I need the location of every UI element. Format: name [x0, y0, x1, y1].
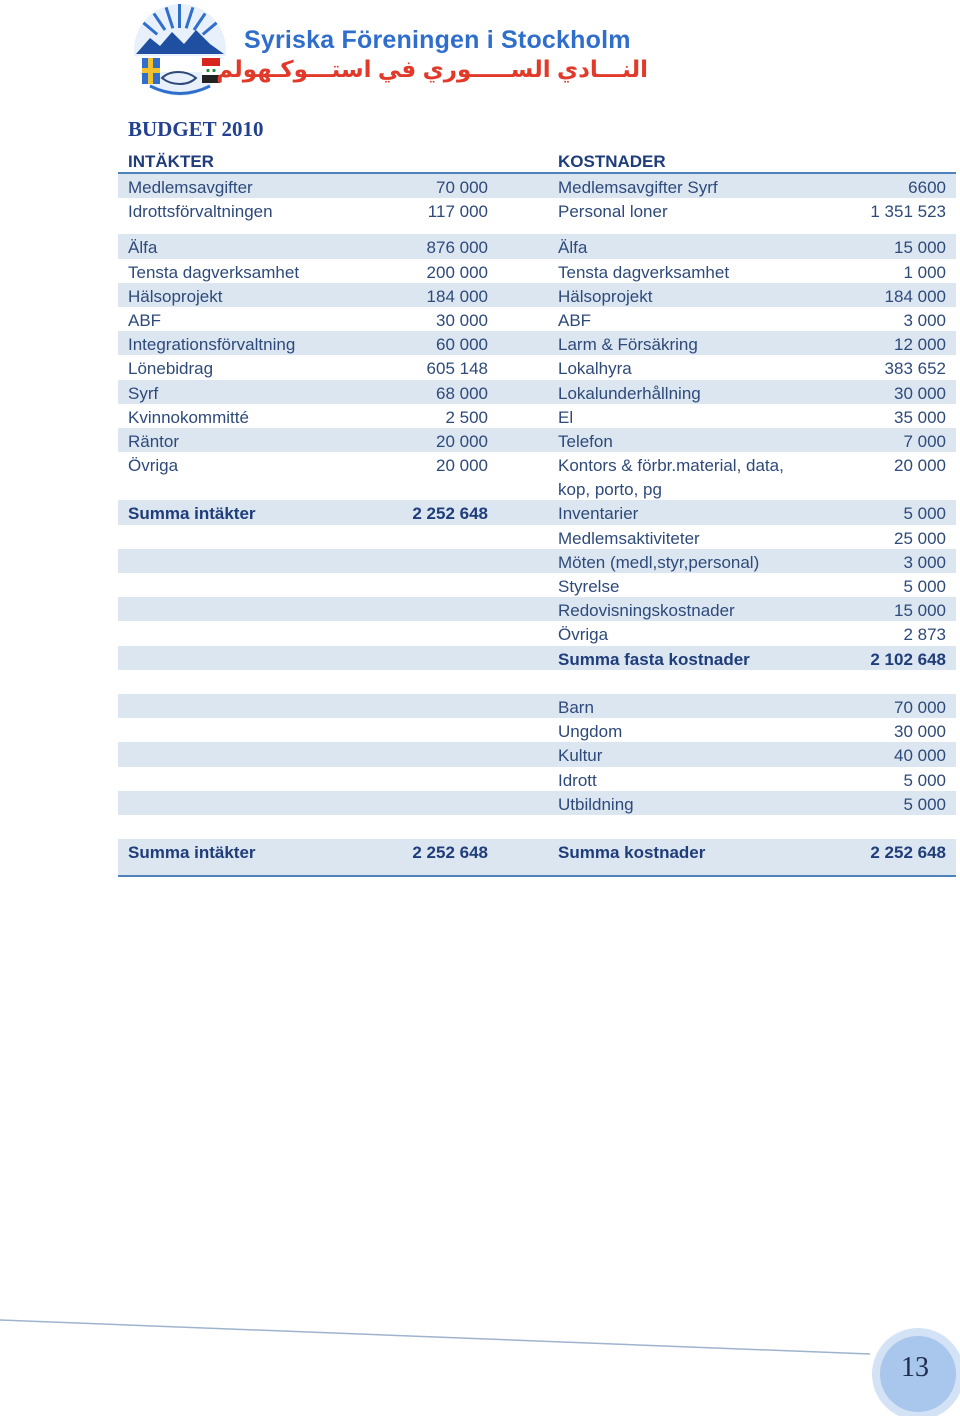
cost-label: Övriga: [558, 625, 609, 645]
income-label: Hälsoprojekt: [128, 286, 223, 306]
costs-header: KOSTNADER: [558, 152, 666, 171]
cost-label: Lokalunderhållning: [558, 383, 701, 403]
table-row: [118, 259, 956, 283]
fixed-costs-total-value: 2 102 648: [870, 649, 946, 669]
footer-divider: [0, 1318, 960, 1358]
organization-logo-icon: [130, 2, 230, 98]
income-label: Integrationsförvaltning: [128, 335, 296, 355]
cost-value: 2 873: [903, 625, 946, 645]
income-value: 117 000: [427, 202, 488, 222]
table-spacer: [118, 815, 956, 839]
table-row: [118, 791, 956, 815]
income-value: 20 000: [436, 431, 488, 451]
fixed-costs-total-label: Summa fasta kostnader: [558, 649, 750, 669]
cost-value: 383 652: [884, 359, 946, 379]
cost-label: Inventarier: [558, 504, 639, 524]
income-value: 30 000: [436, 310, 488, 330]
income-value: 60 000: [436, 335, 488, 355]
income-value: 70 000: [436, 178, 488, 197]
organization-name-swedish: Syriska Föreningen i Stockholm: [244, 26, 631, 54]
table-row: [118, 174, 956, 198]
grand-income-total-value: 2 252 648: [412, 843, 488, 863]
cost-label: Lokalhyra: [558, 359, 632, 379]
income-label: Kvinnokommitté: [128, 407, 249, 427]
income-value: 68 000: [436, 383, 488, 403]
cost-value: 1 351 523: [870, 202, 946, 222]
cost-value: 20 000: [894, 456, 946, 476]
cost-label: El: [558, 407, 574, 427]
income-value: 876 000: [426, 238, 488, 258]
cost-value: 15 000: [894, 238, 946, 258]
cost-label: Kontors & förbr.material, data, kop, porto, pg: [558, 456, 784, 500]
grand-total-row: [118, 839, 956, 877]
income-label: Syrf: [128, 383, 159, 403]
income-label: Lönebidrag: [128, 359, 214, 379]
cost-label: Älfa: [558, 238, 588, 258]
income-value: 200 000: [426, 262, 488, 282]
cost-value: 30 000: [894, 383, 946, 403]
table-row: [118, 694, 956, 718]
cost-label: Medlemsavgifter Syrf: [558, 178, 718, 197]
cost-label: Medlemsaktiviteter: [558, 528, 700, 548]
cost-value: 5 000: [903, 577, 946, 597]
income-label: Räntor: [128, 431, 180, 451]
cost-value: 70 000: [894, 697, 946, 717]
income-label: Tensta dagverksamhet: [128, 262, 300, 282]
income-total-value: 2 252 648: [412, 504, 488, 524]
table-row: [118, 234, 956, 258]
table-header-row: [118, 148, 956, 174]
cost-label: Hälsoprojekt: [558, 286, 653, 306]
table-row: [118, 428, 956, 452]
grand-costs-total-label: Summa kostnader: [558, 843, 706, 863]
table-row: [118, 452, 956, 500]
table-row: [118, 646, 956, 670]
cost-label: Personal loner: [558, 202, 668, 222]
cost-value: 184 000: [884, 286, 946, 306]
cost-label: Barn: [558, 697, 594, 717]
income-value: 605 148: [426, 359, 488, 379]
table-row: [118, 331, 956, 355]
table-row: [118, 767, 956, 791]
cost-value: 5 000: [903, 504, 946, 524]
income-total-label: Summa intäkter: [128, 504, 256, 524]
budget-table: [118, 148, 956, 877]
cost-label: Idrott: [558, 770, 597, 790]
cost-value: 30 000: [894, 722, 946, 742]
table-row: [118, 307, 956, 331]
table-row: [118, 500, 956, 524]
page-header: [128, 0, 688, 100]
table-row: [118, 718, 956, 742]
grand-costs-total-value: 2 252 648: [870, 843, 946, 863]
cost-label: Utbildning: [558, 794, 634, 814]
table-row: [118, 525, 956, 549]
income-value: 20 000: [436, 456, 488, 476]
cost-value: 5 000: [903, 794, 946, 814]
table-row: [118, 283, 956, 307]
page-number: 13: [901, 1352, 929, 1383]
table-spacer: [118, 222, 956, 234]
cost-value: 3 000: [903, 310, 946, 330]
table-row: [118, 549, 956, 573]
cost-value: 1 000: [903, 262, 946, 282]
income-value: 2 500: [445, 407, 488, 427]
cost-value: 7 000: [903, 431, 946, 451]
grand-income-total-label: Summa intäkter: [128, 843, 256, 863]
cost-value: 12 000: [894, 335, 946, 355]
cost-label: ABF: [558, 310, 592, 330]
page-title: BUDGET 2010: [128, 117, 264, 141]
cost-label: Telefon: [558, 431, 613, 451]
income-value: 184 000: [426, 286, 488, 306]
income-label: ABF: [128, 310, 162, 330]
cost-value: 25 000: [894, 528, 946, 548]
table-row: [118, 621, 956, 645]
income-label: Idrottsförvaltningen: [128, 202, 273, 222]
cost-label: Möten (medl,styr,personal): [558, 552, 760, 572]
cost-value: 6600: [908, 178, 946, 197]
cost-value: 3 000: [903, 552, 946, 572]
table-row: [118, 742, 956, 766]
cost-label: Redovisningskostnader: [558, 601, 735, 621]
organization-name-arabic: النـــادي الســـــوري في استـــوكـهولم: [216, 56, 648, 82]
cost-label: Larm & Försäkring: [558, 335, 698, 355]
income-label: Älfa: [128, 238, 158, 258]
cost-value: 15 000: [894, 601, 946, 621]
income-label: Medlemsavgifter: [128, 178, 253, 197]
cost-value: 5 000: [903, 770, 946, 790]
cost-label: Styrelse: [558, 577, 620, 597]
table-row: [118, 597, 956, 621]
income-label: Övriga: [128, 456, 179, 476]
cost-value: 40 000: [894, 746, 946, 766]
cost-label: Tensta dagverksamhet: [558, 262, 730, 282]
cost-label: Ungdom: [558, 722, 623, 742]
income-header: INTÄKTER: [128, 152, 214, 171]
table-row: [118, 404, 956, 428]
table-row: [118, 198, 956, 222]
table-row: [118, 573, 956, 597]
table-row: [118, 380, 956, 404]
cost-label: Kultur: [558, 746, 603, 766]
cost-value: 35 000: [894, 407, 946, 427]
table-spacer: [118, 670, 956, 694]
table-row: [118, 355, 956, 379]
